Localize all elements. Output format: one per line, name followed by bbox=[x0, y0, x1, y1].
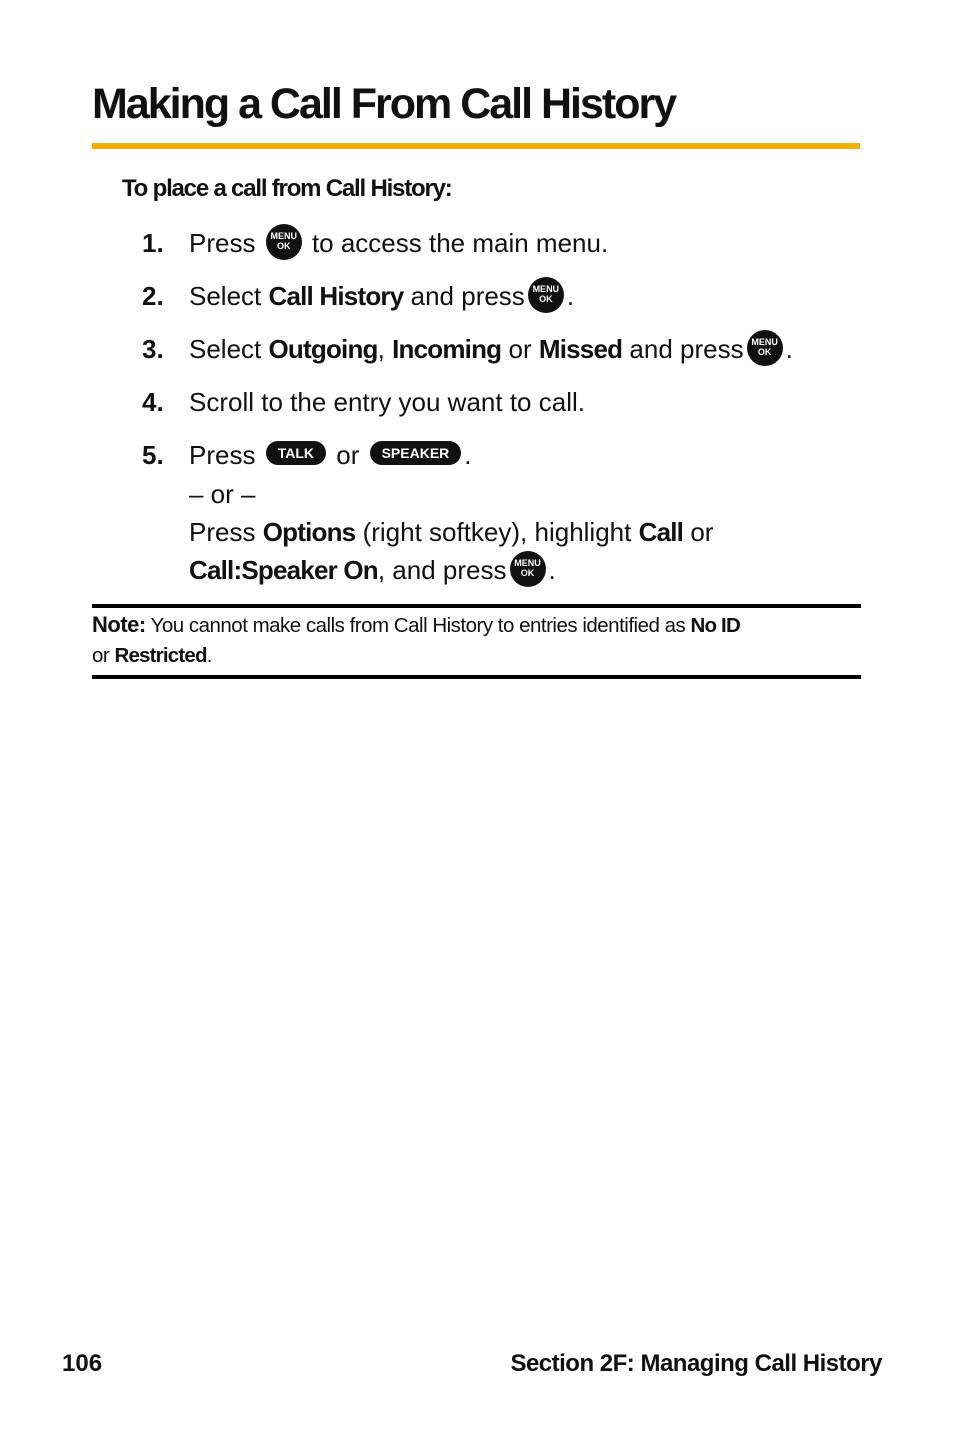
speaker-key-icon: SPEAKER bbox=[370, 441, 462, 465]
menu-term: Outgoing bbox=[268, 334, 378, 364]
menu-term: Missed bbox=[538, 334, 623, 364]
step-number: 2. bbox=[142, 281, 164, 311]
note-term: No ID bbox=[690, 614, 740, 637]
step-text: and press bbox=[410, 281, 525, 311]
step-text: Scroll to the entry you want to call. bbox=[189, 387, 585, 417]
step-text: or bbox=[336, 440, 360, 470]
step-text: Select bbox=[189, 334, 262, 364]
step-number: 1. bbox=[142, 228, 164, 258]
talk-key-icon: TALK bbox=[266, 441, 326, 465]
step-text: Press bbox=[189, 228, 256, 258]
step-2: 2. Select Call History and press MENU OK . bbox=[142, 277, 574, 316]
note-box: Note: You cannot make calls from Call History to entries identified as No ID or Restricted. bbox=[92, 612, 740, 667]
menu-term: Options bbox=[262, 517, 356, 547]
menu-term: Call History bbox=[268, 281, 404, 311]
step-text: or bbox=[508, 334, 532, 364]
note-top-rule bbox=[92, 604, 861, 608]
menu-term: Incoming bbox=[392, 334, 502, 364]
page-title: Making a Call From Call History bbox=[92, 80, 676, 128]
step-5-alt-line-2: Call:Speaker On, and press MENU OK . bbox=[189, 551, 556, 590]
step-4 bbox=[142, 383, 585, 421]
step-5: 5. Press TALK or SPEAKER . bbox=[142, 436, 472, 474]
step-1 bbox=[142, 224, 608, 263]
step-3: 3. Select Outgoing, Incoming or Missed and press MENU OK . bbox=[142, 330, 793, 369]
menu-term: Call:Speaker On bbox=[189, 555, 378, 585]
step-number: 4. bbox=[142, 387, 164, 417]
step-number: 3. bbox=[142, 334, 164, 364]
or-separator: – or – bbox=[189, 479, 256, 509]
menu-ok-key-icon: MENU OK bbox=[510, 551, 546, 587]
page-number: 106 bbox=[62, 1350, 103, 1377]
menu-term: Call bbox=[638, 517, 684, 547]
step-text: and press bbox=[629, 334, 744, 364]
menu-ok-key-icon: MENU OK bbox=[266, 224, 302, 260]
step-5-alt-line-1: Press Options (right softkey), highlight Call or bbox=[189, 517, 714, 547]
menu-ok-key-icon: MENU OK bbox=[528, 277, 564, 313]
step-number: 5. bbox=[142, 440, 164, 470]
note-bottom-rule bbox=[92, 675, 861, 679]
title-underline bbox=[92, 143, 860, 149]
step-text: Select bbox=[189, 281, 262, 311]
note-label: Note: bbox=[92, 612, 146, 637]
step-text: to access the main menu. bbox=[311, 228, 609, 258]
section-title: Section 2F: Managing Call History bbox=[510, 1350, 882, 1377]
step-text: Press bbox=[189, 440, 256, 470]
menu-ok-key-icon: MENU OK bbox=[747, 330, 783, 366]
intro-heading: To place a call from Call History: bbox=[122, 175, 452, 202]
note-term: Restricted bbox=[114, 644, 207, 667]
